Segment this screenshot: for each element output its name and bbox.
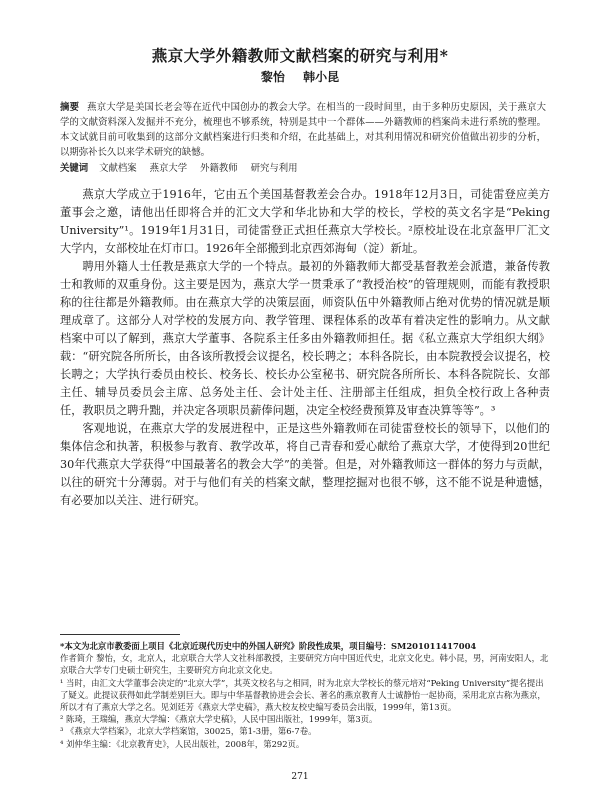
footnotes xyxy=(60,640,550,750)
authors: 黎怡 韩小昆 xyxy=(260,70,340,84)
footnote: ⁴ 刘仲华主编：《北京教育史》，人民出版社，2008年，第292页。 xyxy=(60,738,305,749)
abstract-text: 燕京大学是美国长老会等在近代中国创办的教会大学。在相当的一段时间里，由于多种历史原因，关于燕京大学的文献资料深入发掘并不充分，梳理也不够系统，特别是其中一个群体——外籍教师的档案尚未进行系统的整理。本文试就目前可收集到的这部分文献档案进行归类和介绍，在此基础上，对其利用情况和研究价值做出初步的分析，以期弥补长久以来学术研究的缺憾。 xyxy=(60,102,546,158)
footnote: ² 陈琦，王瑞编，燕京大学编：《燕京大学史稿》，人民中国出版社，1999年，第3页。 xyxy=(60,714,378,725)
paper-title: 燕京大学外籍教师文献档案的研究与利用* xyxy=(151,46,449,65)
body-text xyxy=(60,186,550,510)
paragraph: 聘用外籍人士任教是燕京大学的一个特点。最初的外籍教师大都受基督教差会派遣，兼备传教士和教师的双重身份。这主要是因为，燕京大学一贯秉承了“教授治校”的管理规则，而能有教授职称的往往都是外籍教师。由在燕京大学的决策层面，师资队伍中外籍教师占绝对优势的情况就是顺理成章了。这部分人对学校的发展方向、教学管理、课程体系的改革有着决定性的影响力。从文献档案中可以了解到，燕京大学董事、各院系主任多由外籍教师担任。据《私立燕京大学组织大纲》载：“研究院各所所长，由各该所教授会议提名，校长聘之；本科各院长，由本院教授会议提名，校长聘之；大学执行委员由校长、校务长、校长办公室秘书、研究院各所所长、本科各院院长、女部主任、辅导员委员会主席、总务处主任、会计处主任、注册部主任组成，担负全校行政上各种责任，教职员之聘升黜，并决定各项职员薪俸问题，决定全校经费预算及审查决算等等”。³ xyxy=(60,260,550,417)
keywords-label: 关键词 xyxy=(60,163,89,174)
abstract-label: 摘要 xyxy=(60,102,80,113)
abstract xyxy=(60,100,546,160)
paragraph: 客观地说，在燕京大学的发展进程中，正是这些外籍教师在司徒雷登校长的领导下，以他们的集体信念和执著，积极参与教育、教学改革，将自己青春和爱心献给了燕京大学，才使得到20世纪30年代燕京大学获得“中国最著名的教会大学”的美誉。但是，对外籍教师这一群体的努力与贡献，以往的研究十分薄弱。对于与他们有关的档案文献，整理挖掘对也很不够，这不能不说是种遗憾，有必要加以关注、进行研究。 xyxy=(60,422,550,507)
paragraph: 燕京大学成立于1916年，它由五个美国基督教差会合办。1918年12月3日，司徒雷登应美方董事会之邀，请他出任即将合并的汇文大学和华北协和大学的校长，学校的英文名字是“Peking University”¹。1919年1月31日，司徒雷登正式担任燕京大学校长。²原校址设在北京盔甲厂汇文大学内，女部校址在灯市口。1926年全部搬到北京西郊海甸（淀）新址。 xyxy=(60,188,550,255)
keyword: 外籍教师 xyxy=(200,163,238,174)
keywords xyxy=(60,162,546,176)
page-number: 271 xyxy=(291,772,309,782)
footnote-divider xyxy=(60,634,180,635)
keyword: 研究与利用 xyxy=(250,163,298,174)
keyword: 文献档案 xyxy=(99,163,137,174)
funding-note: *本文为北京市教委面上项目《北京近现代历史中的外国人研究》阶段性成果，项目编号：SM201011417004 xyxy=(60,641,477,651)
footnote: ³ 《燕京大学档案》，北京大学档案馆，30025，第1-3册，第6-7卷。 xyxy=(60,726,317,737)
footnote: ¹ 当时，由汇文大学董事会决定的“北京大学”，其英文校名与之相同，时为北京大学校长的蔡元培对“Peking University”提名提出了疑义。此提议获得如此学制差别巨大。即与中华基督教协进会会长、著名的燕京教育人士诚静怡一起协商，采用北京古称为燕京，所以才有了燕京大学之名。见刘廷芳《燕京大学史稿》，燕大校友校史编写委员会出版，1999年，第13页。 xyxy=(60,677,546,713)
keyword: 燕京大学 xyxy=(149,163,188,174)
author-bio: 作者简介 黎怡，女，北京人，北京联合大学人文社科部教授，主要研究方向中国近代史，北京文化史。韩小昆，男，河南安阳人，北京联合大学专门史硕士研究生，主要研究方向北京文化史。 xyxy=(60,653,549,676)
